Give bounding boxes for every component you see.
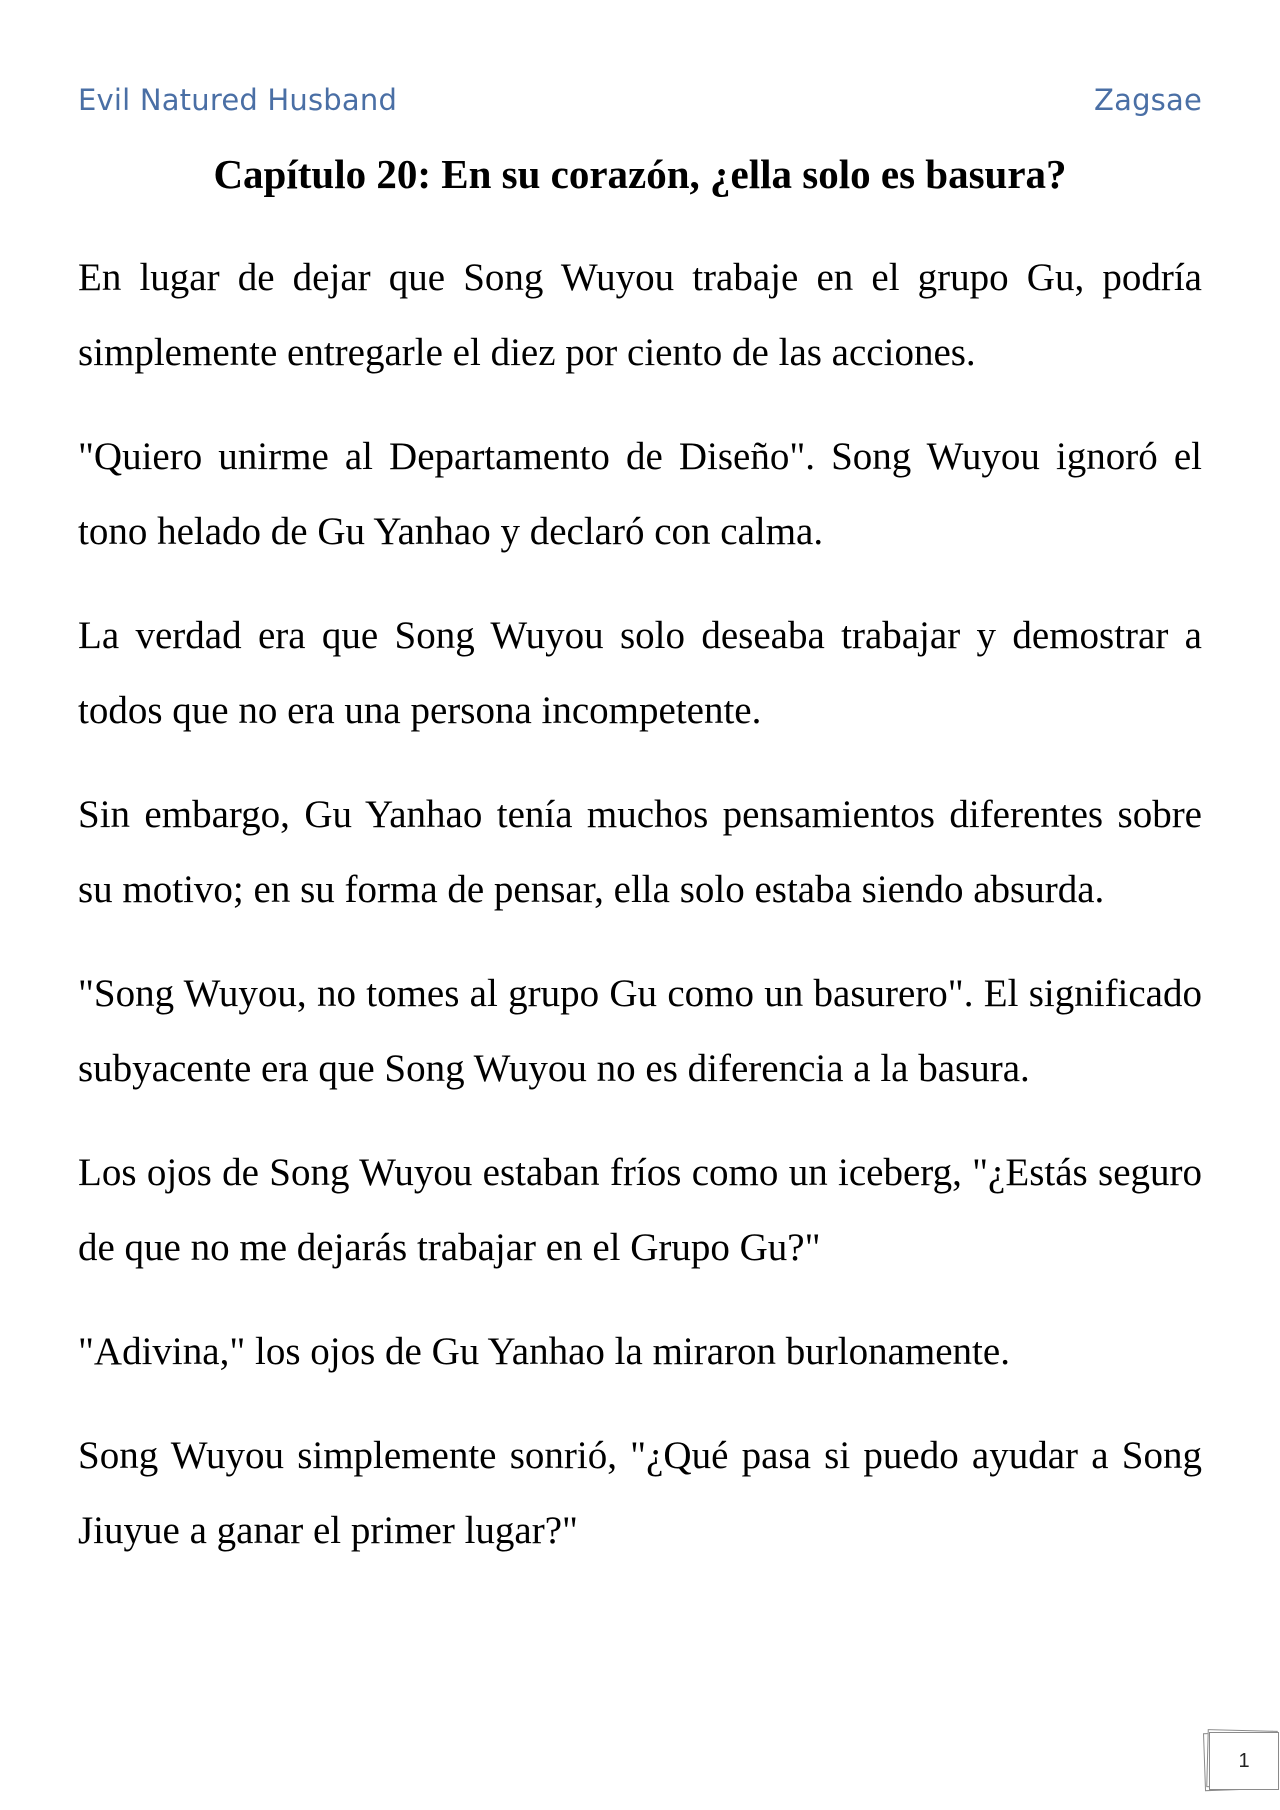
paragraph: En lugar de dejar que Song Wuyou trabaje en el grupo Gu, podría simplemente entregarle el diez por ciento de las acciones.: [78, 256, 1202, 374]
paragraph: Los ojos de Song Wuyou estaban fríos como un iceberg, "¿Estás seguro de que no me dejarás trabajar en el Grupo Gu?": [78, 1151, 1202, 1269]
page-number-badge: [1204, 1728, 1278, 1790]
page-number: 1: [1209, 1732, 1279, 1790]
header-author: Zagsae: [1094, 83, 1202, 117]
page-header: [78, 78, 1202, 122]
paragraph: Sin embargo, Gu Yanhao tenía muchos pensamientos diferentes sobre su motivo; en su forma de pensar, ella solo estaba siendo absurda.: [78, 793, 1202, 911]
chapter-title: Capítulo 20: En su corazón, ¿ella solo es basura?: [213, 151, 1067, 197]
chapter-body: [78, 240, 1202, 1597]
paragraph: Song Wuyou simplemente sonrió, "¿Qué pasa si puedo ayudar a Song Jiuyue a ganar el primer lugar?": [78, 1434, 1202, 1552]
header-book-title: Evil Natured Husband: [78, 83, 398, 117]
paragraph: La verdad era que Song Wuyou solo deseaba trabajar y demostrar a todos que no era una persona incompetente.: [78, 614, 1202, 732]
paragraph: "Quiero unirme al Departamento de Diseño". Song Wuyou ignoró el tono helado de Gu Yanhao y declaró con calma.: [78, 435, 1202, 553]
paragraph: "Adivina," los ojos de Gu Yanhao la miraron burlonamente.: [78, 1330, 1010, 1373]
paragraph: "Song Wuyou, no tomes al grupo Gu como un basurero". El significado subyacente era que Song Wuyou no es diferencia a la basura.: [78, 972, 1202, 1090]
